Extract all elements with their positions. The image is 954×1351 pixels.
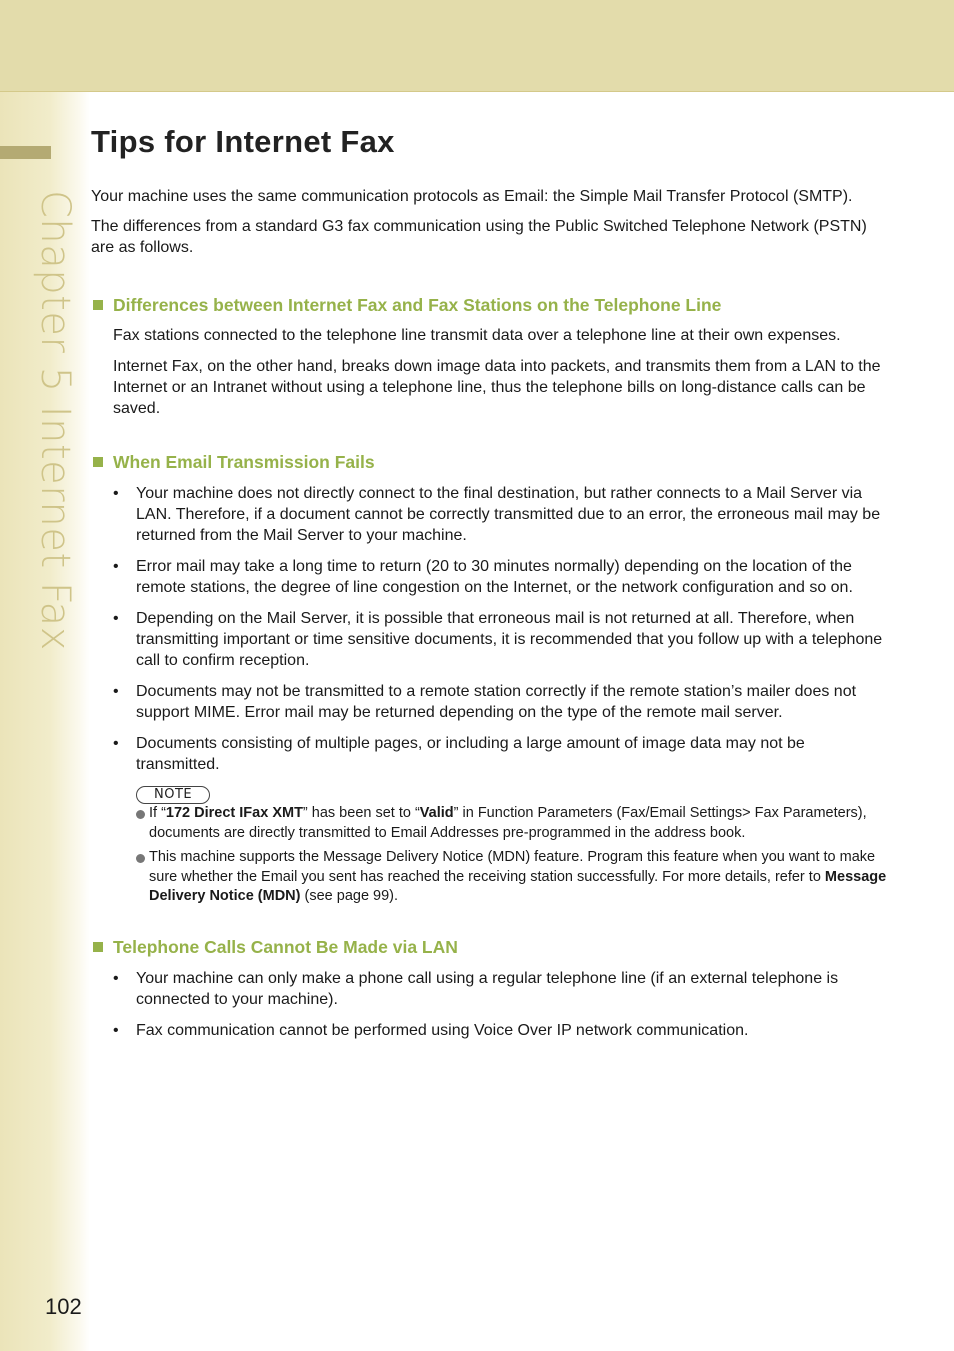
list-item: • Error mail may take a long time to return (20 to 30 minutes normally) depending on the location of the remote stations, the degree of line congestion on the Internet, or the network configuration and so on. bbox=[113, 558, 853, 596]
list-item: • Fax communication cannot be performed using Voice Over IP network communication. bbox=[113, 1021, 749, 1039]
note-box bbox=[91, 785, 891, 907]
bullet-dot-icon: • bbox=[113, 1021, 119, 1039]
intro bbox=[91, 186, 891, 258]
page-title: Tips for Internet Fax bbox=[91, 124, 395, 159]
note-item: If “172 Direct IFax XMT” has been set to “Valid” in Function Parameters (Fax/Email Settings> Fax Parameters), documents are directly transmitted to Email Addresses pre-programmed in the address book. bbox=[136, 804, 891, 843]
chapter-marker bbox=[0, 146, 51, 159]
list-item: • Your machine does not directly connect to the final destination, but rather connects to a Mail Server via LAN. Therefore, if a document cannot be correctly transmitted due to an error, the erroneous mail may be returned from the Mail Server to your machine. bbox=[113, 485, 881, 544]
bullet-dot-icon: • bbox=[113, 683, 119, 700]
page-content bbox=[91, 186, 891, 1051]
bullet-dot-icon: • bbox=[113, 485, 119, 502]
telephone-lan-list bbox=[91, 968, 891, 1041]
note-bullet-icon bbox=[136, 854, 145, 863]
square-bullet-icon bbox=[93, 942, 103, 952]
section-heading-differences bbox=[91, 294, 891, 316]
section-heading-text: Telephone Calls Cannot Be Made via LAN bbox=[113, 936, 458, 957]
note-bullet-icon bbox=[136, 810, 145, 819]
square-bullet-icon bbox=[93, 300, 103, 310]
header-band bbox=[0, 0, 954, 92]
list-item: • Documents consisting of multiple pages, or including a large amount of image data may not be transmitted. bbox=[113, 735, 805, 773]
section-paragraph: Fax stations connected to the telephone line transmit data over a telephone line at their own expenses. bbox=[113, 327, 841, 344]
section-heading-telephone-lan bbox=[91, 936, 891, 958]
section-paragraph: Internet Fax, on the other hand, breaks down image data into packets, and transmits them from a LAN to the Internet or an Intranet without using a telephone line, thus the telephone bills on long-distance calls can be saved. bbox=[113, 358, 881, 417]
intro-paragraph: Your machine uses the same communication protocols as Email: the Simple Mail Transfer Protocol (SMTP). bbox=[91, 188, 853, 205]
bullet-dot-icon: • bbox=[113, 610, 119, 627]
email-fails-list bbox=[91, 483, 891, 775]
chapter-label: Chapter 5 Internet Fax bbox=[32, 190, 78, 651]
square-bullet-icon bbox=[93, 457, 103, 467]
list-item: • Depending on the Mail Server, it is possible that erroneous mail is not returned at all. Therefore, when transmitting important or time sensitive documents, it is recommended that you follow up with a telephone call to confirm reception. bbox=[113, 610, 883, 669]
list-item: • Your machine can only make a phone call using a regular telephone line (if an external telephone is connected to your machine). bbox=[113, 969, 839, 1008]
section-heading-text: When Email Transmission Fails bbox=[113, 452, 375, 472]
note-label: NOTE bbox=[136, 786, 210, 804]
note-item: This machine supports the Message Delivery Notice (MDN) feature. Program this feature when you want to make sure whether the Email you sent has reached the receiving station successfully. For more details, refer to Message Delivery Notice (MDN) (see page 99). bbox=[136, 848, 891, 907]
intro-paragraph: The differences from a standard G3 fax communication using the Public Switched Telephone Network (PSTN) are as follows. bbox=[91, 218, 867, 256]
bullet-dot-icon: • bbox=[113, 735, 119, 752]
mdn-reference: Message Delivery Notice (MDN) bbox=[149, 868, 887, 904]
list-item: • Documents may not be transmitted to a remote station correctly if the remote station’s mailer does not support MIME. Error mail may be returned depending on the type of the remote mail server. bbox=[113, 683, 857, 721]
section-heading-text: Differences between Internet Fax and Fax Stations on the Telephone Line bbox=[113, 295, 722, 315]
bullet-dot-icon: • bbox=[113, 558, 119, 575]
bullet-dot-icon: • bbox=[113, 969, 119, 987]
section-differences-body bbox=[91, 325, 891, 419]
section-heading-email-fails bbox=[91, 451, 891, 473]
page-number: 102 bbox=[45, 1294, 82, 1319]
